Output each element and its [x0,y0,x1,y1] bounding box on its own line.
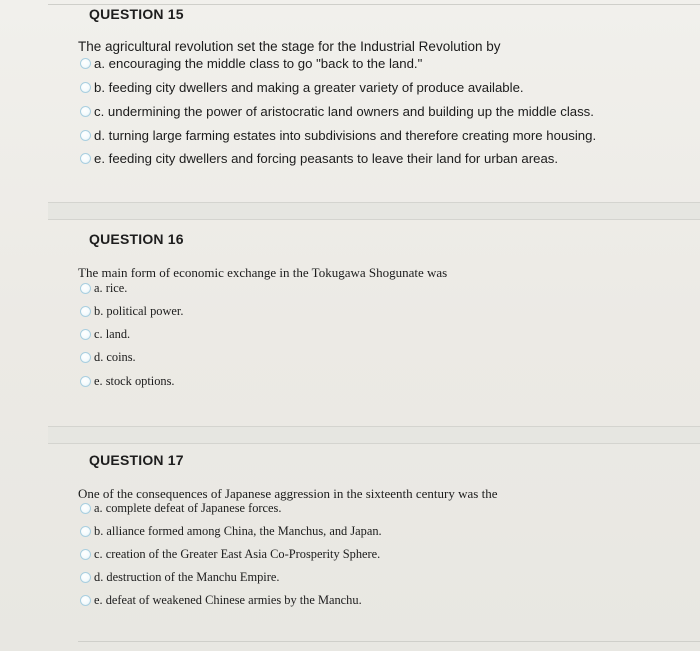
question-16-option-d[interactable] [80,350,136,365]
question-17-prompt: One of the consequences of Japanese aggression in the sixteenth century was the [78,486,498,501]
question-17-option-e[interactable] [80,593,362,608]
radio-button-icon[interactable] [80,503,91,514]
radio-button-icon[interactable] [80,526,91,537]
question-separator [48,426,700,444]
option-label: e. defeat of weakened Chinese armies by the Manchu. [94,593,362,607]
option-label: a. rice. [94,281,128,295]
option-label: e. feeding city dwellers and forcing peasants to leave their land for urban areas. [94,151,559,166]
option-label: a. encouraging the middle class to go "back to the land." [94,56,423,71]
question-15-option-a[interactable] [80,56,422,71]
question-17-option-a[interactable] [80,501,281,516]
question-16-heading: QUESTION 16 [89,231,184,247]
question-16-option-a[interactable] [80,281,127,296]
radio-button-icon[interactable] [80,376,91,387]
option-label: c. undermining the power of aristocratic land owners and building up the middle class. [94,104,594,119]
option-label: b. feeding city dwellers and making a greater variety of produce available. [94,80,524,95]
top-divider [48,4,700,5]
question-16-option-c[interactable] [80,327,130,342]
option-label: c. creation of the Greater East Asia Co-Prosperity Sphere. [94,547,381,561]
question-17-heading: QUESTION 17 [89,452,184,468]
question-17-option-b[interactable] [80,524,382,539]
radio-button-icon[interactable] [80,352,91,363]
option-label: d. coins. [94,350,136,364]
option-label: d. turning large farming estates into subdivisions and therefore creating more housing. [94,128,597,143]
question-15-heading: QUESTION 15 [89,6,184,22]
question-15-option-e[interactable] [80,151,558,166]
question-15-prompt: The agricultural revolution set the stage for the Industrial Revolution by [78,39,501,54]
radio-button-icon[interactable] [80,82,91,93]
radio-button-icon[interactable] [80,549,91,560]
question-15-option-b[interactable] [80,80,524,95]
radio-button-icon[interactable] [80,153,91,164]
question-15-option-c[interactable] [80,104,594,119]
radio-button-icon[interactable] [80,130,91,141]
question-16-prompt: The main form of economic exchange in the Tokugawa Shogunate was [78,265,448,280]
radio-button-icon[interactable] [80,106,91,117]
option-label: b. alliance formed among China, the Manchus, and Japan. [94,524,382,538]
radio-button-icon[interactable] [80,58,91,69]
option-label: b. political power. [94,304,184,318]
bottom-divider [78,641,700,642]
option-label: a. complete defeat of Japanese forces. [94,501,282,515]
radio-button-icon[interactable] [80,306,91,317]
question-separator [48,202,700,220]
radio-button-icon[interactable] [80,329,91,340]
radio-button-icon[interactable] [80,283,91,294]
radio-button-icon[interactable] [80,595,91,606]
radio-button-icon[interactable] [80,572,91,583]
question-17-option-d[interactable] [80,570,279,585]
option-label: d. destruction of the Manchu Empire. [94,570,280,584]
question-16-option-e[interactable] [80,374,175,389]
question-17-option-c[interactable] [80,547,380,562]
question-15-option-d[interactable] [80,128,596,143]
question-16-option-b[interactable] [80,304,183,319]
option-label: e. stock options. [94,374,175,388]
option-label: c. land. [94,327,131,341]
